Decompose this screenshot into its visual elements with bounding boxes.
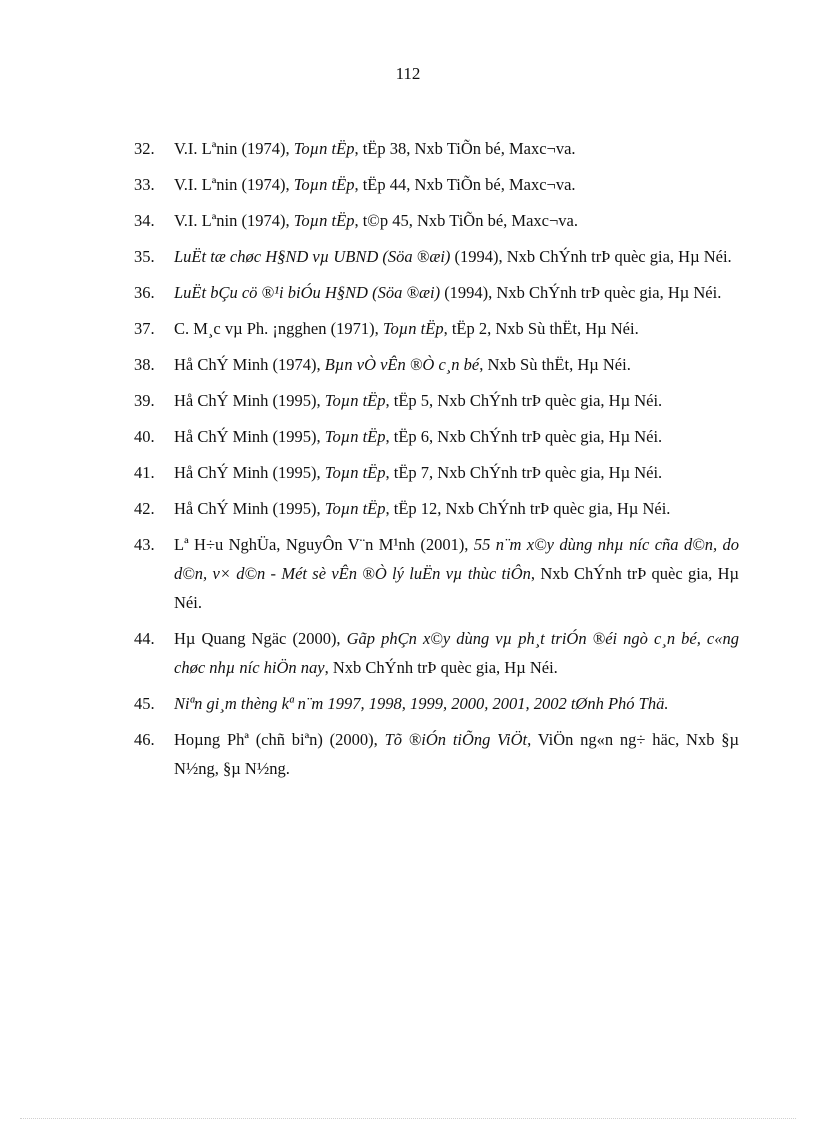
reference-author: Hµ Quang Ngäc (2000), bbox=[174, 629, 347, 648]
reference-item bbox=[134, 386, 739, 415]
reference-number: 41. bbox=[134, 463, 155, 482]
reference-title: Toµn tËp bbox=[382, 319, 444, 338]
reference-title: Toµn tËp bbox=[293, 139, 355, 158]
reference-title: Bµn vÒ vÊn ®Ò c¸n bé bbox=[324, 355, 480, 374]
reference-item bbox=[134, 458, 739, 487]
reference-publication: , Nxb ChÝnh trÞ quèc gia, Hµ Néi. bbox=[174, 564, 740, 612]
reference-author: V.I. Lªnin (1974), bbox=[174, 211, 294, 230]
reference-item bbox=[134, 530, 739, 617]
reference-title: Toµn tËp bbox=[324, 427, 386, 446]
reference-number: 37. bbox=[134, 319, 155, 338]
reference-publication: , ViÖn ng«n ng÷ häc, Nxb §µ N½ng, §µ N½ng. bbox=[174, 730, 739, 778]
reference-item bbox=[134, 242, 739, 271]
reference-publication: , tËp 7, Nxb ChÝnh trÞ quèc gia, Hµ Néi. bbox=[385, 463, 663, 482]
reference-number: 38. bbox=[134, 355, 155, 374]
reference-item bbox=[134, 624, 739, 682]
reference-number: 44. bbox=[134, 629, 155, 648]
reference-number: 43. bbox=[134, 535, 155, 554]
reference-author: V.I. Lªnin (1974), bbox=[174, 139, 294, 158]
reference-number: 46. bbox=[134, 730, 155, 749]
reference-title: 55 n¨m x©y dùng nhµ níc cña d©n, do d©n, v× d©n - Mét sè vÊn ®Ò lý luËn vµ thùc tiÔn bbox=[174, 535, 740, 583]
reference-item bbox=[134, 170, 739, 199]
page-bottom-rule bbox=[20, 1118, 796, 1119]
reference-item bbox=[134, 422, 739, 451]
reference-number: 45. bbox=[134, 694, 155, 713]
reference-publication: , Nxb ChÝnh trÞ quèc gia, Hµ Néi. bbox=[324, 658, 558, 677]
reference-number: 39. bbox=[134, 391, 155, 410]
reference-author: V.I. Lªnin (1974), bbox=[174, 175, 294, 194]
reference-title: Toµn tËp bbox=[324, 499, 386, 518]
reference-publication: , tËp 6, Nxb ChÝnh trÞ quèc gia, Hµ Néi. bbox=[385, 427, 663, 446]
reference-publication: (1994), Nxb ChÝnh trÞ quèc gia, Hµ Néi. bbox=[440, 283, 722, 302]
reference-item bbox=[134, 725, 739, 783]
reference-author: Hå ChÝ Minh (1995), bbox=[174, 427, 325, 446]
reference-number: 33. bbox=[134, 175, 155, 194]
reference-list bbox=[134, 134, 739, 790]
reference-publication: (1994), Nxb ChÝnh trÞ quèc gia, Hµ Néi. bbox=[450, 247, 732, 266]
reference-number: 40. bbox=[134, 427, 155, 446]
reference-author: Lª H÷u NghÜa, NguyÔn V¨n M¹nh (2001), bbox=[174, 535, 474, 554]
reference-publication: , tËp 2, Nxb Sù thËt, Hµ Néi. bbox=[443, 319, 639, 338]
reference-publication: , tËp 5, Nxb ChÝnh trÞ quèc gia, Hµ Néi. bbox=[385, 391, 663, 410]
reference-publication: , tËp 38, Nxb TiÕn bé, Maxc¬va. bbox=[354, 139, 576, 158]
reference-number: 35. bbox=[134, 247, 155, 266]
page-number: 112 bbox=[395, 64, 421, 83]
reference-publication: , Nxb Sù thËt, Hµ Néi. bbox=[479, 355, 631, 374]
reference-item bbox=[134, 314, 739, 343]
reference-title: Toµn tËp bbox=[324, 391, 386, 410]
reference-title: Niªn gi¸m thèng kª n¨m 1997, 1998, 1999, 2000, 2001, 2002 tØnh Phó Thä. bbox=[174, 694, 669, 713]
reference-publication: , t©p 45, Nxb TiÕn bé, Maxc¬va. bbox=[354, 211, 578, 230]
reference-title: Toµn tËp bbox=[293, 211, 355, 230]
reference-item bbox=[134, 134, 739, 163]
reference-item bbox=[134, 278, 739, 307]
reference-author: Hå ChÝ Minh (1995), bbox=[174, 391, 325, 410]
reference-item bbox=[134, 494, 739, 523]
reference-author: C. M¸c vµ Ph. ¡ngghen (1971), bbox=[174, 319, 383, 338]
reference-number: 42. bbox=[134, 499, 155, 518]
reference-author: Hå ChÝ Minh (1995), bbox=[174, 499, 325, 518]
reference-author: Hå ChÝ Minh (1974), bbox=[174, 355, 325, 374]
reference-title: Toµn tËp bbox=[293, 175, 355, 194]
reference-title: LuËt bÇu cö ®¹i biÓu H§ND (Söa ®æi) bbox=[174, 283, 441, 302]
reference-number: 36. bbox=[134, 283, 155, 302]
reference-author: Hå ChÝ Minh (1995), bbox=[174, 463, 325, 482]
reference-item bbox=[134, 689, 739, 718]
reference-title: Gãp phÇn x©y dùng vµ ph¸t triÓn ®éi ngò c¸n bé, c«ng chøc nhµ níc hiÖn nay bbox=[174, 629, 739, 677]
reference-title: Toµn tËp bbox=[324, 463, 386, 482]
reference-item bbox=[134, 350, 739, 379]
reference-number: 32. bbox=[134, 139, 155, 158]
reference-title: LuËt tæ chøc H§ND vµ UBND (Söa ®æi) bbox=[174, 247, 451, 266]
reference-item bbox=[134, 206, 739, 235]
reference-author: Hoµng Phª (chñ biªn) (2000), bbox=[174, 730, 385, 749]
reference-publication: , tËp 12, Nxb ChÝnh trÞ quèc gia, Hµ Néi. bbox=[385, 499, 671, 518]
reference-number: 34. bbox=[134, 211, 155, 230]
reference-title: Tõ ®iÓn tiÕng ViÖt bbox=[384, 730, 528, 749]
reference-publication: , tËp 44, Nxb TiÕn bé, Maxc¬va. bbox=[354, 175, 576, 194]
